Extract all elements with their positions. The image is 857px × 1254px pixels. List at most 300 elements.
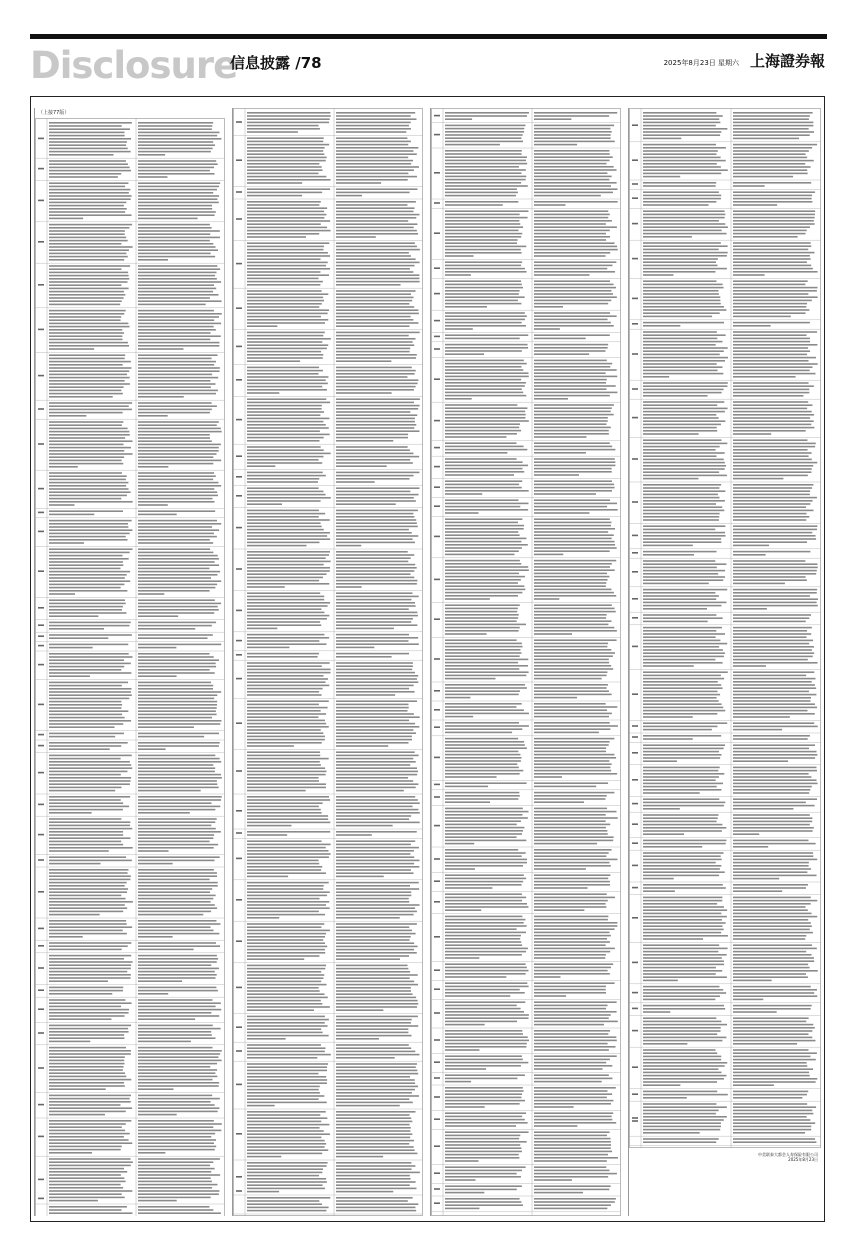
text-line [138,609,219,611]
text-line [336,211,414,213]
text-line [49,1168,124,1170]
text-line [49,275,129,277]
text-line [49,818,121,820]
text-line [138,933,219,935]
text-line [733,487,812,489]
text-line [49,812,92,814]
text-line [643,614,716,616]
text-line [733,938,805,940]
text-line [445,538,526,540]
text-line [336,265,415,267]
text-line [733,128,809,130]
text-line [138,644,221,646]
row-number [38,745,44,747]
text-line [643,538,721,540]
text-line [336,348,410,350]
text-line [49,523,128,525]
text-line [49,1193,122,1195]
text-line [534,379,607,381]
text-line [534,353,589,355]
text-line [247,755,320,757]
text-line [733,735,810,737]
text-line [49,945,128,947]
text-line [247,764,321,766]
text-line [138,1197,211,1199]
text-line [534,350,605,352]
text-line [534,217,608,219]
text-line [138,615,178,617]
text-line [733,859,817,861]
row-number [632,962,638,964]
text-line [247,411,324,413]
text-line [445,268,525,270]
text-line [733,1116,807,1118]
text-line [643,529,715,531]
row-number [38,241,44,243]
text-line [247,223,321,225]
text-line [336,386,416,388]
text-line [336,1009,383,1011]
text-line [247,398,326,400]
text-line [643,157,721,159]
text-line [534,767,610,769]
text-line [733,922,811,924]
text-line [643,922,726,924]
text-line [49,1181,126,1183]
text-line [138,682,211,684]
row-number [236,218,242,220]
text-line [445,255,474,257]
text-line [247,510,319,512]
text-line [247,440,319,442]
text-line [733,589,817,591]
text-line [733,995,817,997]
text-line [247,777,319,779]
text-line [534,630,617,632]
text-line [643,833,684,835]
row-number [434,536,440,538]
text-line [733,970,818,972]
text-line [247,427,329,429]
text-line [534,604,612,606]
text-line [643,1040,722,1042]
text-line [733,1059,816,1061]
text-line [247,475,326,477]
text-line [336,885,410,887]
text-line [247,1133,330,1135]
row-number [632,298,638,300]
text-line [336,453,413,455]
text-line [733,964,808,966]
text-line [49,167,130,169]
text-line [336,274,419,276]
text-line [247,917,279,919]
text-line [336,1162,411,1164]
text-line [534,585,606,587]
text-line [445,595,518,597]
text-line [138,339,210,341]
text-line [445,1008,521,1010]
text-line [643,783,723,785]
signature-date: 2025年8月23日 [788,1157,818,1162]
text-line [138,742,220,744]
text-line [49,714,122,716]
text-line [643,678,724,680]
text-line [247,1203,322,1205]
text-line [733,1040,816,1042]
text-line [336,710,408,712]
text-line [247,1028,321,1030]
row-number [434,378,440,380]
text-line [445,814,523,816]
text-line [336,787,416,789]
text-line [733,274,765,276]
text-line [247,885,324,887]
text-line [49,704,122,706]
text-line [445,1024,485,1026]
text-line [247,456,323,458]
text-line [247,278,319,280]
row-number [434,320,440,322]
text-line [733,226,810,228]
text-line [247,586,285,588]
text-line [247,1130,324,1132]
text-line [336,538,413,540]
text-line [445,334,528,336]
text-line [138,374,212,376]
text-line [445,1135,520,1137]
text-line [534,1078,612,1080]
text-line [643,363,717,365]
text-line [49,847,133,849]
text-line [534,328,560,330]
text-line [534,239,606,241]
text-line [138,825,211,827]
text-line [445,678,496,680]
text-line [643,280,716,282]
text-line [534,782,608,784]
text-line [534,176,612,178]
text-line [445,163,527,165]
text-line [138,1079,212,1081]
text-line [534,214,610,216]
text-line [138,205,212,207]
text-line [534,388,607,390]
text-line [138,990,218,992]
text-line [247,173,318,175]
text-line [49,326,130,328]
text-line [49,1165,131,1167]
text-line [247,271,320,273]
text-line [534,1093,612,1095]
row-number [632,1117,638,1119]
text-line [534,471,612,473]
text-line [49,472,122,474]
text-line [534,992,606,994]
text-line [247,942,325,944]
text-line [534,223,606,225]
text-line [247,844,331,846]
text-line [445,833,522,835]
row-number [632,1066,638,1068]
text-line [445,932,526,934]
text-line [138,774,221,776]
text-line [733,452,812,454]
text-line [247,596,324,598]
text-line [138,122,213,124]
text-line [445,490,529,492]
text-line [336,434,408,436]
row-number [434,988,440,990]
text-line [336,497,414,499]
text-line [247,840,321,842]
text-line [138,961,217,963]
text-line [534,449,615,451]
text-line [138,593,164,595]
text-line [445,436,506,438]
text-line [445,210,528,212]
row-number [434,1188,440,1190]
text-line [733,830,813,832]
text-line [534,554,563,556]
text-column-1 [34,108,225,1216]
text-line [49,771,127,773]
text-line [643,452,725,454]
row-number [38,329,44,331]
text-line [49,479,126,481]
text-line [247,535,327,537]
row-number [236,419,242,421]
text-line [138,1069,217,1071]
row-number [434,825,440,827]
row-number [632,1093,638,1095]
text-line [534,1014,611,1016]
text-line [247,882,329,884]
text-line [49,1053,131,1055]
text-line [534,665,611,667]
text-line [247,1044,321,1046]
text-line [336,1025,418,1027]
text-line [733,729,782,731]
text-line [49,291,124,293]
text-line [336,643,419,645]
text-line [534,773,617,775]
text-line [445,518,522,520]
text-line [247,115,331,117]
text-line [733,1141,816,1143]
text-line [336,284,401,286]
text-line [733,271,818,273]
text-line [247,592,320,594]
text-line [138,501,214,503]
text-line [643,859,722,861]
text-line [138,980,182,982]
text-line [49,1209,122,1211]
text-line [336,958,400,960]
text-line [247,1149,328,1151]
text-line [49,482,128,484]
text-line [49,764,131,766]
text-line [138,1009,221,1011]
text-line [49,548,133,550]
text-line [336,720,409,722]
text-line [445,468,523,470]
text-line [336,1102,413,1104]
text-line [445,125,525,127]
text-line [138,911,211,913]
text-line [445,671,529,673]
text-line [49,685,122,687]
text-line [247,624,321,626]
text-line [534,760,609,762]
text-line [336,965,408,967]
text-line [733,176,793,178]
text-line [138,612,214,614]
text-line [49,510,123,512]
text-line [643,589,727,591]
text-line [49,268,121,270]
text-line [336,796,415,798]
text-line [336,1140,414,1142]
text-line [534,684,608,686]
text-line [445,1068,486,1070]
text-line [733,748,809,750]
text-line [138,195,219,197]
text-line [138,268,220,270]
text-line [336,370,416,372]
text-line [336,297,414,299]
text-line [733,331,817,333]
text-line [445,363,527,365]
text-line [733,567,818,569]
text-line [733,134,810,136]
text-line [445,150,522,152]
text-line [733,115,810,117]
text-line [138,144,215,146]
text-line [49,831,123,833]
row-number [434,336,440,338]
text-line [138,450,219,452]
text-line [445,446,524,448]
text-line [49,837,130,839]
row-number [236,987,242,989]
text-line [247,383,328,385]
text-line [247,147,325,149]
text-line [336,602,415,604]
text-line [643,144,716,146]
text-line [733,703,815,705]
text-line [643,214,725,216]
text-line [733,1091,808,1093]
text-line [534,941,610,943]
text-line [138,584,217,586]
text-line [445,824,517,826]
text-line [247,1098,319,1100]
text-line [336,761,416,763]
text-line [336,481,375,483]
text-line [138,224,210,226]
text-line [247,926,321,928]
text-line [445,703,522,705]
text-line [733,554,766,556]
text-line [138,259,168,261]
row-number [236,1176,242,1178]
text-line [534,338,586,340]
text-line [445,865,523,867]
row-number [236,455,242,457]
text-line [445,182,521,184]
text-line [336,691,415,693]
text-line [534,703,606,705]
text-line [445,763,517,765]
text-line [247,370,323,372]
text-line [445,582,518,584]
text-line [336,923,417,925]
text-line [247,255,330,257]
text-line [733,773,809,775]
text-line [445,204,503,206]
text-line [445,1179,475,1181]
text-line [445,576,525,578]
text-line [733,846,768,848]
text-line [336,665,413,667]
text-line [534,506,607,508]
text-line [534,125,614,127]
text-line [138,300,222,302]
text-line [138,1168,215,1170]
text-line [247,430,320,432]
row-number [38,834,44,836]
text-line [534,1103,611,1105]
text-line [534,493,596,495]
text-line [445,487,522,489]
text-line [138,860,215,862]
text-line [138,272,217,274]
text-line [643,376,669,378]
text-line [336,402,414,404]
text-line [138,189,217,191]
text-line [247,306,319,308]
text-line [534,131,612,133]
row-number [434,420,440,422]
text-line [49,828,132,830]
text-line [733,475,808,477]
text-line [534,242,614,244]
text-line [247,939,323,941]
text-line [336,421,415,423]
text-line [534,1055,617,1057]
text-line [247,911,319,913]
text-line [733,401,808,403]
text-line [138,879,210,881]
text-line [733,944,812,946]
text-line [138,460,221,462]
text-line [643,1011,670,1013]
text-line [445,652,521,654]
text-line [138,895,216,897]
text-line [247,297,323,299]
text-line [49,1041,90,1043]
text-line [336,1114,410,1116]
text-line [336,173,408,175]
text-line [49,1133,130,1135]
text-line [445,325,526,327]
text-line [336,440,393,442]
text-line [733,1062,807,1064]
text-line [247,1188,325,1190]
text-line [445,868,475,870]
text-line [336,255,411,257]
